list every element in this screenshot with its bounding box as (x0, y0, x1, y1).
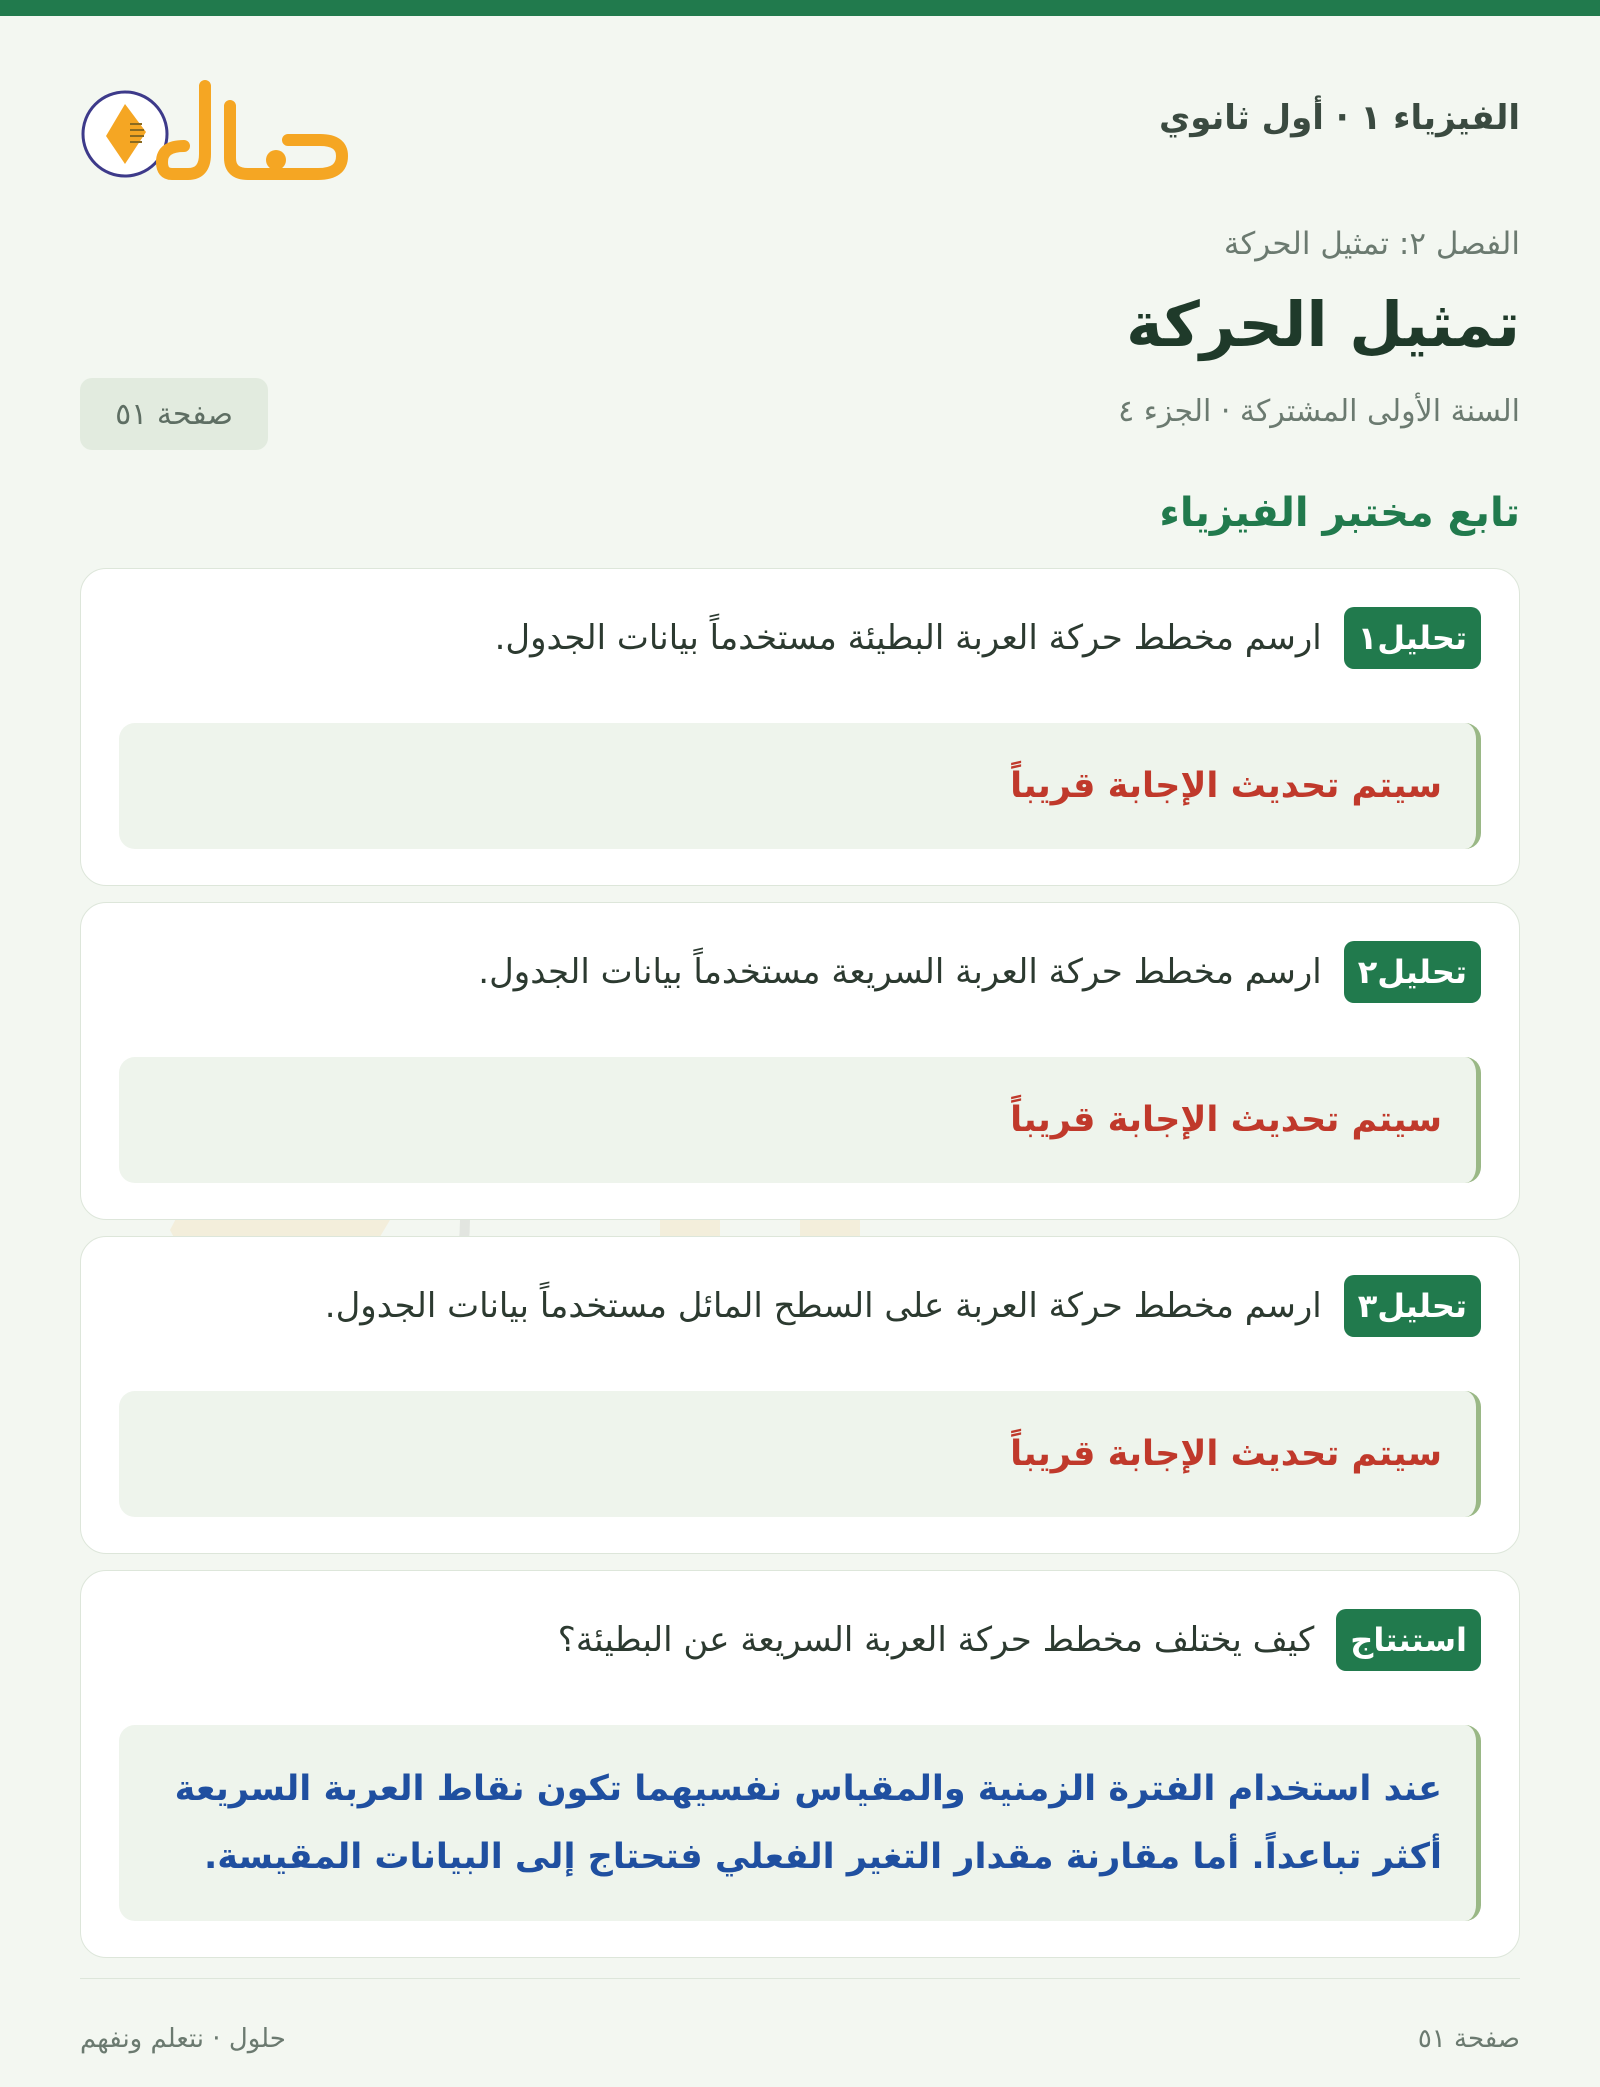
lesson-meta: السنة الأولى المشتركة · الجزء ٤ (1118, 394, 1520, 429)
answer-box: سيتم تحديث الإجابة قريباً (119, 1391, 1481, 1517)
question-tag: تحليل١ (1344, 607, 1481, 669)
question-text: ارسم مخطط حركة العربة على السطح المائل مستخدماً بيانات الجدول. (324, 1286, 1322, 1326)
question-row (325, 1275, 1481, 1337)
question-card (80, 902, 1520, 1220)
answer-box: سيتم تحديث الإجابة قريباً (119, 723, 1481, 849)
question-row (495, 607, 1481, 669)
footer-page-number: صفحة ٥١ (1417, 2024, 1520, 2054)
question-row (478, 941, 1481, 1003)
question-tag: تحليل٣ (1344, 1275, 1481, 1337)
answer-box: سيتم تحديث الإجابة قريباً (119, 1057, 1481, 1183)
page (80, 16, 1520, 2087)
answer-box: عند استخدام الفترة الزمنية والمقياس نفسيهما تكون نقاط العربة السريعة أكثر تباعداً. أما مقارنة مقدار التغير الفعلي فتحتاج إلى البيانات المقيسة. (119, 1725, 1481, 1921)
question-card (80, 1570, 1520, 1958)
footer-brand: حلول · نتعلم ونفهم (80, 2024, 286, 2054)
section-title: تابع مختبر الفيزياء (1159, 490, 1520, 536)
logo-icon (80, 66, 360, 196)
question-card (80, 568, 1520, 886)
lesson-title: تمثيل الحركة (1126, 288, 1520, 361)
page-badge: صفحة ٥١ (80, 378, 268, 450)
question-tag: استنتاج (1336, 1609, 1481, 1671)
top-accent-bar (0, 0, 1600, 16)
header (80, 16, 1520, 246)
question-row (558, 1609, 1481, 1671)
question-text: ارسم مخطط حركة العربة البطيئة مستخدماً بيانات الجدول. (494, 618, 1322, 658)
question-text: كيف يختلف مخطط حركة العربة السريعة عن البطيئة؟ (557, 1620, 1315, 1660)
book-title: الفيزياء ١ · أول ثانوي (1159, 98, 1520, 138)
question-card (80, 1236, 1520, 1554)
chapter-label: الفصل ٢: تمثيل الحركة (1223, 226, 1520, 262)
question-tag: تحليل٢ (1344, 941, 1481, 1003)
footer-divider (80, 1978, 1520, 1979)
question-text: ارسم مخطط حركة العربة السريعة مستخدماً بيانات الجدول. (478, 952, 1322, 992)
